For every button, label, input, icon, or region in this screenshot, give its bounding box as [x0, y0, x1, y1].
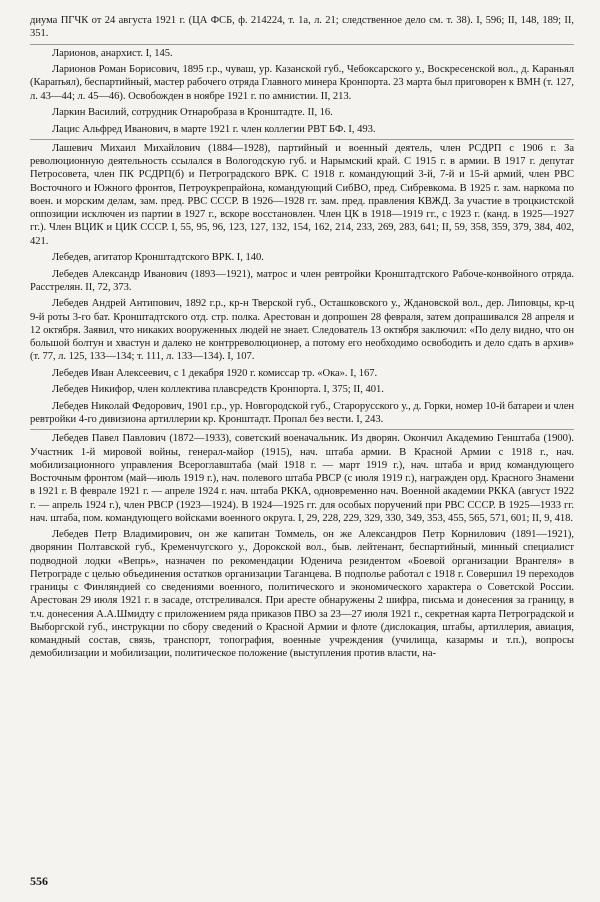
index-entry: Лебедев Иван Алексеевич, с 1 декабря 1920 г. комиссар тр. «Ока». I, 167. [52, 367, 378, 379]
index-entry: Лебедев Никифор, член коллектива плавсредств Кронпорта. I, 375; II, 401. [52, 384, 384, 396]
index-entry: Лебедев Николай Федорович, 1901 г.р., ур. Новгородской губ., Старорусского у., д. Горки, номер 10-й батареи и член ревтройки 4-го дивизиона артиллерии кр. Кронштадт. Пропал без вести. I, 243. [30, 400, 574, 425]
entry-divider [30, 429, 574, 430]
index-entry: Лебедев Андрей Антипович, 1892 г.р., кр-н Тверской губ., Осташковского у., Ждановской вол., дер. Липовцы, кр-ц 9-й роты 3-го бат. Кронштадтского отд. стр. полка. Арестован и допрошен 28 февраля, затем допрашивался 28 апреля и 12 октября. Заявил, что никаких вооруженных людей не знает. Следователь 13 октября заключил: «По делу видно, что он большой болтун и хвастун и далеко не контрреволюционер, а потому его необходимо освободить и дело сдать в архив» (т. 77, л. 125, 133—134; т. 111, л. 133—134). I, 107. [30, 298, 574, 363]
index-entry: Лебедев Петр Владимирович, он же капитан Томмель, он же Александров Петр Корнилович (1891—1921), дворянин Полтавской губ., Кременчугского у., Дорокской вол., быв. лейтенант, беспартийный, минный специалист подводной лодки «Вепрь», назначен по рекомендации Юденича резидентом «Боевой организации Врангеля» в Петрограде с целью объединения остатков организации Таганцева. В подполье работал с 1918 г. Совершил 19 переходов границы с Финляндией со сведениями военного, политического и экономического характера о Советской России. Арестован 29 июля 1921 г. в засаде, отстреливался. При аресте обнаружены 2 шифра, письма и донесения за границу, в т.ч. донесения А.А.Шмидту с приложением ряда приказов ПВО за 23—27 июля 1921 г., секретная карта Петроградской и Выборгской губ., инструкции по сбору сведений о Красной Армии и флоте (дислокация, штабы, артиллерия, авиация, командный состав, связь, транспорт, топография, военные учреждения (училища, казармы и т.п.), вопросы демобилизации и мобилизации, политическое положение (выступления против власти, на- [30, 529, 574, 660]
index-entry: Лебедев, агитатор Кронштадтского ВРК. I, 140. [52, 252, 264, 264]
entry-divider [30, 44, 574, 45]
page-number: 556 [30, 874, 48, 888]
index-entry: Лебедев Александр Иванович (1893—1921), матрос и член ревтройки Кронштадтского Рабоче-конвойного отряда. Расстрелян. II, 72, 373. [30, 268, 574, 293]
index-entry: Ларионов Роман Борисович, 1895 г.р., чуваш, ур. Казанской губ., Чебоксарского у., Воскресенской вол., д. Караньял (Карапъял), беспартийный, мастер рабочего отряда Главного минера Кронпорта. 23 марта был приговорен к ВМН (т. 127, л. 43—44; л. 45—46). Освобожден в ноябре 1921 г. по амнистии. II, 213. [30, 64, 574, 102]
entry-divider [30, 139, 574, 140]
index-entry: Лацис Альфред Иванович, в марте 1921 г. член коллегии РВТ БФ. I, 493. [52, 123, 376, 135]
index-entry: Лебедев Павел Павлович (1872—1933), советский военачальник. Из дворян. Окончил Академию Генштаба (1900). Участник 1-й мировой войны, генерал-майор (1915), нач. штаба армии. В Красной Армии с 1918 г., нач. мобилизационного управления Всероглавштаба (май 1918 г. — март 1919 г.), нач. штаба и врид командующего Восточным фронтом (май—июль 1919 г.), нач. полевого штаба РВСР (с июля 1919 г.), награжден орд. Красного Знамени в 1921 г. В феврале 1921 г. — апреле 1924 г. нач. штаба РККА, одновременно нач. Военной академии РККА (август 1922 г. — апрель 1924 г.), член РВСР (1923—1924). В 1924—1925 гг. для особых поручений при РВС СССР. В 1925—1933 гг. нач. штаба, пом. командующего войсками военного округа. I, 29, 228, 229, 329, 330, 349, 353, 455, 565, 571, 601; II, 9, 418. [30, 433, 574, 524]
index-entry: Лашевич Михаил Михайлович (1884—1928), партийный и военный деятель, член РСДРП с 1906 г. За революционную деятельность ссылался в Вологодскую губ. и Нарымский край. С 1915 г. в армии. В 1917 г. депутат Петросовета, член ПК РСДРП(б) и Петроградского ВРК. С 1918 г. командующий 3-й, 7-й и 15-й армий, член РВС Восточного и Южного фронтов, Петроукрепрайона, командующий СибВО, пред. Сибревкома. В 1925 г. зам. наркома по воен. и морским делам, зам. пред. РВС СССР. В 1926—1928 гг. зам. пред. правления КВЖД. За участие в троцкистской оппозиции исключен из партии в 1927 г., вскоре восстановлен. Член ЦК в 1918—1919 гг., с 1923 г. (канд. в 1925—1927 гг.). Член ВЦИК и ЦИК СССР. I, 55, 95, 96, 123, 127, 132, 154, 162, 214, 233, 269, 283, 641; II, 59, 358, 359, 379, 384, 402, 421. [30, 142, 574, 247]
index-entry: Ларионов, анархист. I, 145. [52, 47, 173, 59]
index-entries [30, 14, 574, 664]
index-entry: диума ПГЧК от 24 августа 1921 г. (ЦА ФСБ, ф. 214224, т. 1а, л. 21; следственное дело см. т. 38). I, 596; II, 148, 189; II, 351. [30, 15, 574, 40]
index-entry: Ларкин Василий, сотрудник Отнаробраза в Кронштадте. II, 16. [52, 107, 333, 119]
